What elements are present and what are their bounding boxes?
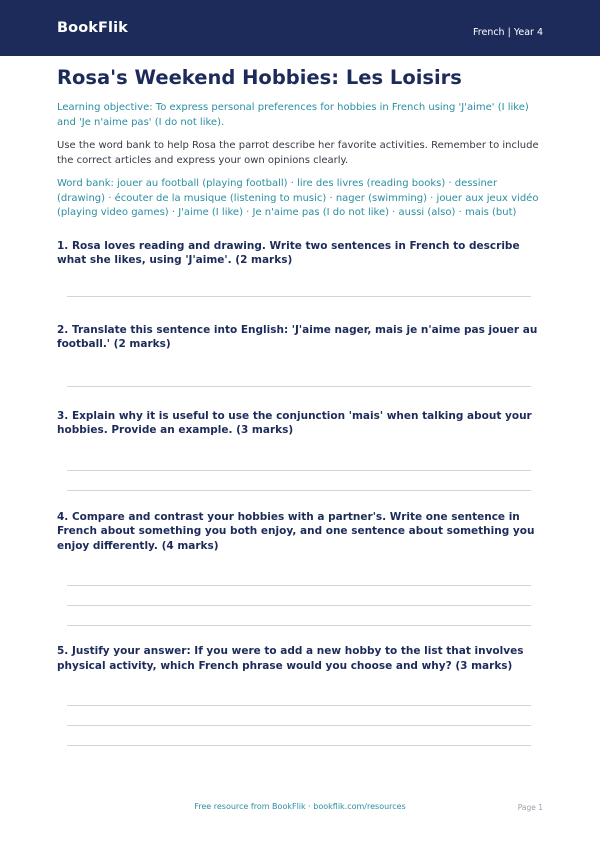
brand-logo[interactable]: BookFlik: [57, 20, 128, 36]
answer-line[interactable]: [67, 585, 531, 586]
answer-line[interactable]: [67, 470, 531, 471]
answer-line[interactable]: [67, 725, 531, 726]
question-text: 4. Compare and contrast your hobbies with a partner's. Write one sentence in French about something you both enjoy, and one sentence about something you enjoy differently. (4 marks): [57, 510, 535, 552]
answer-line[interactable]: [67, 386, 531, 387]
answer-line[interactable]: [67, 296, 531, 297]
worksheet-body: [57, 62, 543, 746]
question-text: 2. Translate this sentence into English: 'J'aime nager, mais je n'aime pas jouer au football.' (2 marks): [57, 323, 538, 350]
page-title: Rosa's Weekend Hobbies: Les Loisirs: [57, 66, 462, 89]
learning-objective: Learning objective: To express personal preferences for hobbies in French using 'J'aime' (I like) and 'Je n'aime pas' (I do not like).: [57, 102, 529, 128]
question-4: [57, 510, 543, 627]
answer-line[interactable]: [67, 705, 531, 706]
subject-year-label: French | Year 4: [473, 27, 543, 38]
page-number: Page 1: [517, 803, 543, 812]
instructions: Use the word bank to help Rosa the parrot describe her favorite activities. Remember to include the correct articles and express your own opinions clearly.: [57, 140, 539, 166]
answer-line[interactable]: [67, 745, 531, 746]
question-text: 3. Explain why it is useful to use the conjunction 'mais' when talking about your hobbies. Provide an example. (3 marks): [57, 409, 532, 436]
question-5: [57, 644, 543, 746]
question-2: [57, 323, 543, 387]
question-text: 1. Rosa loves reading and drawing. Write two sentences in French to describe what she likes, using 'J'aime'. (2 marks): [57, 239, 520, 266]
footer-resource-link[interactable]: Free resource from BookFlik · bookflik.com/resources: [194, 802, 406, 811]
answer-line[interactable]: [67, 490, 531, 491]
answer-line[interactable]: [67, 605, 531, 606]
answer-line[interactable]: [67, 625, 531, 626]
question-text: 5. Justify your answer: If you were to add a new hobby to the list that involves physical activity, which French phrase would you choose and why? (3 marks): [57, 645, 524, 672]
page-header: [0, 0, 600, 56]
question-3: [57, 409, 543, 491]
word-bank: Word bank: jouer au football (playing football) · lire des livres (reading books) · dessiner (drawing) · écouter de la musique (listening to music) · nager (swimming) · jouer aux jeux vidéo (playing video games) · J'aime (I like) · Je n'aime pas (I do not like) · aussi (also) · mais (but): [57, 178, 539, 218]
question-1: [57, 239, 543, 297]
